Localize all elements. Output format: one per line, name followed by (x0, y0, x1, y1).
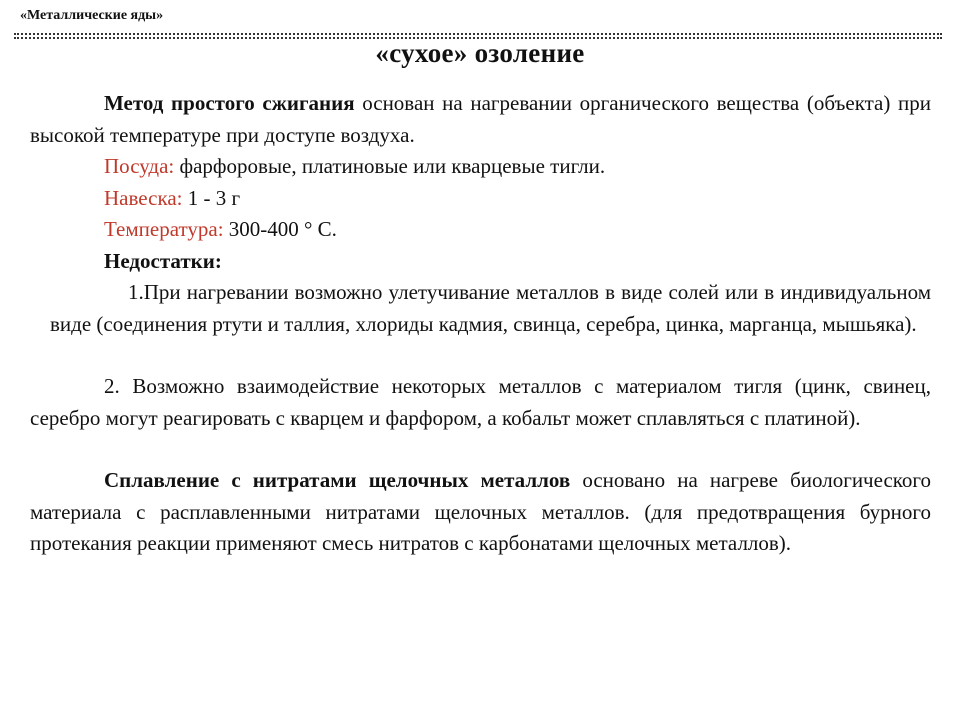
field-sample-value: 1 - 3 г (182, 185, 241, 210)
fusion-paragraph (30, 465, 931, 560)
slide-content (30, 88, 931, 560)
field-dishes-value: фарфоровые, платиновые или кварцевые тигли. (174, 154, 606, 178)
spacer (30, 434, 931, 465)
method-paragraph (30, 88, 931, 151)
field-sample (30, 183, 931, 215)
method-text: основан на нагревании органического вещества (объекта) при высокой температуре при доступе воздуха. (30, 91, 931, 147)
drawback-item-2: 2. Возможно взаимодействие некоторых металлов с материалом тигля (цинк, свинец, серебро могут реагировать с кварцем и фарфором, а кобальт может сплавляться с платиной). (30, 374, 931, 430)
field-dishes-label: Посуда: (104, 154, 175, 178)
field-dishes (30, 151, 931, 183)
spacer (30, 340, 931, 371)
method-lead: Метод простого сжигания (104, 91, 355, 115)
slide-title: «сухое» озоление (375, 38, 585, 68)
header-label: «Металлические яды» (20, 8, 164, 23)
drawbacks-heading: Недостатки: (104, 248, 222, 273)
field-sample-label: Навеска: (104, 185, 183, 210)
drawback-item-1: 1.При нагревании возможно улетучивание металлов в виде солей или в индивидуальном виде (соединения ртути и таллия, хлориды кадмия, свинца, серебра, цинка, марганца, мышьяка). (50, 280, 931, 336)
field-temperature-label: Температура: (104, 217, 224, 241)
fusion-lead: Сплавление с нитратами щелочных металлов (104, 468, 571, 492)
field-temperature-value: 300-400 ° С. (223, 217, 337, 241)
fusion-text: основано на нагреве биологического материала с расплавленными нитратами щелочных металлов. (для предотвращения бурного протекания реакции применяют смесь нитратов с карбонатами щелочных металлов). (30, 468, 932, 555)
field-temperature (30, 214, 931, 246)
header-dotted-rule-top (14, 33, 942, 35)
